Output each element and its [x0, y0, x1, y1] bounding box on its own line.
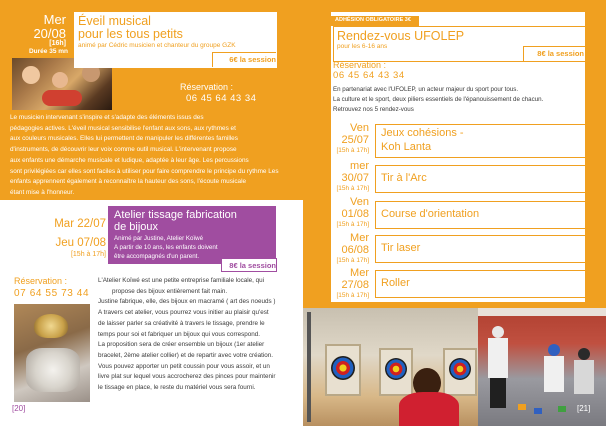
- session-title: Tir à l'Arc: [381, 172, 427, 184]
- session-item: [333, 267, 585, 303]
- tissage-desc-line: Vous pouvez apporter un petit coussin pour vous assoir, et un: [98, 362, 270, 370]
- eveil-date: 20/08: [33, 26, 66, 41]
- session-day: Mer: [350, 232, 369, 244]
- eveil-desc-line: Le musicien intervenant s'inspire et s'adapte des éléments issus des: [10, 114, 204, 121]
- tissage-title-box: [108, 206, 276, 264]
- tissage-desc-line: le tissage en place, le reste du matériel vous sera fourni.: [98, 384, 256, 392]
- ufolep-reservation-phone: 06 45 64 43 34: [333, 70, 405, 81]
- right-page: [303, 0, 606, 426]
- tissage-date1: Mar 22/07: [54, 218, 106, 230]
- page-number-right: [21]: [577, 404, 591, 413]
- tissage-subtitle-line1: Animé par Justine, Atelier Koïwé: [114, 235, 204, 242]
- session-day: Mer: [350, 267, 369, 279]
- session-title: Roller: [381, 277, 410, 289]
- ufolep-title: Rendez-vous UFOLEP: [337, 29, 465, 43]
- tissage-desc-line: temps pour soi et fabriquer un bijoux qui vous correspond.: [98, 330, 261, 338]
- eveil-price: 6€ la session: [229, 55, 276, 64]
- ufolep-price: 8€ la session: [537, 49, 584, 58]
- tissage-title-line2: de bijoux: [114, 221, 159, 233]
- ufolep-subtitle: pour les 6-16 ans: [337, 43, 388, 50]
- tissage-desc-line: Justine fabrique, elle, des bijoux en macramé ( art des noeuds ): [98, 298, 276, 306]
- eveil-desc-line: étant mise à l'honneur.: [10, 188, 75, 196]
- session-time: [15h à 17h]: [336, 221, 369, 228]
- ufolep-intro-line: La culture et le sport, deux piliers essentiels de l'épanouissement de chacun.: [333, 96, 544, 103]
- session-item: [333, 160, 585, 196]
- session-date: 27/08: [341, 279, 369, 291]
- tissage-desc-line: L'Atelier Koïwé est une petite entreprise familiale locale, qui: [98, 277, 265, 284]
- ufolep-intro: [333, 85, 583, 115]
- tissage-description: [98, 276, 298, 394]
- adhesion-badge: [331, 16, 419, 26]
- eveil-desc-line: d'instruments, de découvrir leur voix comme outil musical. L'intervenant propose: [10, 146, 237, 154]
- session-item: [333, 232, 585, 268]
- eveil-title-box: [74, 12, 277, 68]
- session-time: [15h à 17h]: [336, 257, 369, 264]
- session-day: Ven: [350, 196, 369, 208]
- tissage-subtitle-line3: être accompagnés d'un parent.: [114, 253, 200, 260]
- tissage-price: 8€ la session: [229, 261, 276, 270]
- ufolep-intro-line: En partenariat avec l'UFOLEP, un acteur majeur du sport pour tous.: [333, 86, 519, 93]
- photo-archery: [303, 308, 478, 426]
- tissage-date2: Jeu 07/08: [55, 237, 106, 249]
- page-number-left: [20]: [12, 404, 26, 413]
- eveil-desc-line: aux couleurs musicales. Elles lui permettent de manipuler les différentes familles: [10, 135, 238, 143]
- session-time: [15h à 17h]: [336, 292, 369, 299]
- session-day: Ven: [350, 122, 369, 134]
- session-title2: Koh Lanta: [381, 141, 432, 153]
- eveil-desc-line: sont privilégiées car elles sont faciles à utiliser pour faire comprendre le principe du rythme Les: [10, 167, 279, 175]
- tissage-desc-line: de laisser parler sa créativité à travers le tissage, prendre le: [98, 319, 265, 327]
- eveil-desc-line: pédagogies actives. L'éveil musical sensibilise l'enfant aux sons, aux rythmes et: [10, 124, 236, 132]
- photo-jewelry: [14, 304, 90, 402]
- session-item: [333, 196, 585, 232]
- eveil-desc-line: aux enfants une démarche musicale et ludique, adaptée à leur âge. Les percussions: [10, 156, 249, 164]
- session-date: 01/08: [341, 208, 369, 220]
- session-time: [15h à 17h]: [336, 185, 369, 192]
- tissage-desc-line: propose des bijoux entièrement fait main.: [112, 287, 228, 295]
- tissage-desc-line: livre plat sur lequel vous accrocherez des pinces pour maintenir: [98, 373, 276, 381]
- session-day: mer: [350, 160, 369, 172]
- session-time: [15h à 17h]: [336, 147, 369, 154]
- session-title: Course d'orientation: [381, 208, 480, 220]
- eveil-reservation-phone: 06 45 64 43 34: [186, 93, 257, 104]
- eveil-time: [16h]: [49, 40, 66, 47]
- session-date: 06/08: [341, 244, 369, 256]
- session-title: Jeux cohésions -: [381, 127, 464, 139]
- session-title: Tir laser: [381, 242, 421, 254]
- tissage-desc-line: A travers cet atelier, vous pourrez vous initier au plaisir qu'est: [98, 309, 269, 317]
- eveil-title-line1: Éveil musical: [78, 14, 151, 28]
- tissage-reservation-label: Réservation :: [14, 276, 68, 286]
- tissage-subtitle-line2: A partir de 10 ans, les enfants doivent: [114, 244, 218, 251]
- eveil-day: Mer: [43, 12, 66, 27]
- tissage-title-line1: Atelier tissage fabrication: [114, 209, 237, 221]
- session-date: 30/07: [341, 172, 369, 184]
- eveil-duration: Durée 35 mn: [28, 48, 68, 55]
- eveil-description: [10, 113, 295, 199]
- tissage-desc-line: bracelet, 2ème atelier collier) et de repartir avec votre création.: [98, 351, 273, 359]
- tissage-reservation-phone: 07 64 55 73 44: [14, 288, 90, 299]
- session-date: 25/07: [341, 134, 369, 146]
- eveil-subtitle: animé par Cédric musicien et chanteur du groupe GZK: [78, 42, 236, 49]
- eveil-desc-line: enfants apprennent également à reconnaître la hauteur des sons, l'écoute musicale: [10, 178, 247, 186]
- tissage-time: [15h à 17h]: [70, 251, 106, 258]
- adhesion-badge-text: ADHÉSION OBLIGATOIRE 3€: [335, 17, 411, 23]
- eveil-title-line2: pour les tous petits: [78, 27, 183, 41]
- session-item: [333, 122, 585, 158]
- ufolep-reservation-label: Réservation :: [333, 60, 387, 70]
- ufolep-intro-line: Retrouvez nos 5 rendez-vous: [333, 106, 414, 113]
- eveil-reservation-label: Réservation :: [180, 82, 234, 92]
- tissage-desc-line: La proposition sera de créer ensemble un bijoux (1er atelier: [98, 341, 265, 349]
